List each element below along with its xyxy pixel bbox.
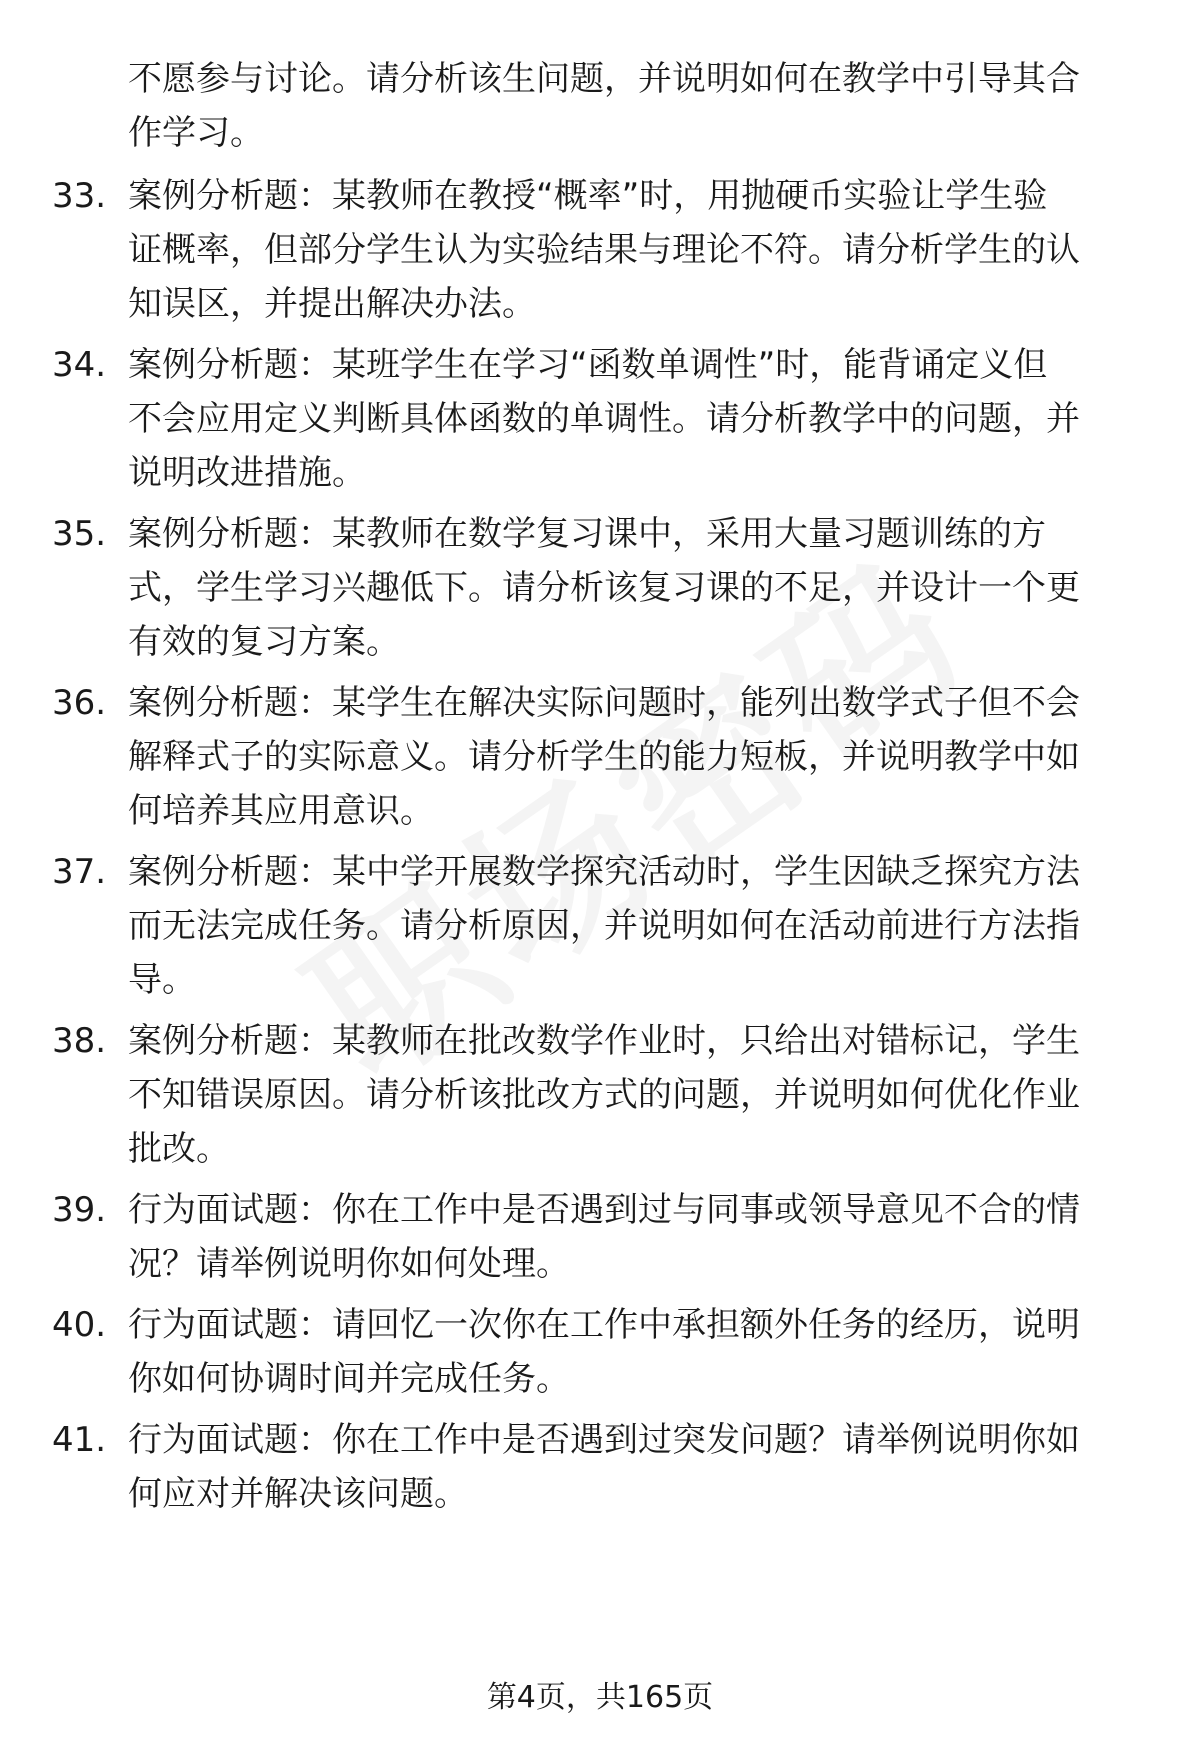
question-text	[128, 1014, 1138, 1176]
question-text	[128, 1183, 1138, 1291]
text-line: 不会应用定义判断具体函数的单调性。请分析教学中的问题，并	[128, 399, 1080, 439]
question-text	[128, 338, 1138, 500]
question-text	[128, 169, 1138, 331]
text-line: 知误区，并提出解决办法。	[128, 284, 536, 324]
question-number: 39.	[52, 1190, 107, 1230]
question-number: 36.	[52, 683, 107, 723]
text-line: 有效的复习方案。	[128, 622, 400, 662]
question-number: 35.	[52, 514, 107, 554]
text-line: 案例分析题：某学生在解决实际问题时，能列出数学式子但不会	[128, 683, 1080, 723]
text-line: 况？请举例说明你如何处理。	[128, 1244, 570, 1284]
text-line: 作学习。	[128, 113, 264, 153]
text-line: 行为面试题：请回忆一次你在工作中承担额外任务的经历，说明	[128, 1305, 1080, 1345]
question-text	[128, 845, 1138, 1007]
question-number: 37.	[52, 852, 107, 892]
text-line: 案例分析题：某中学开展数学探究活动时，学生因缺乏探究方法	[128, 852, 1080, 892]
text-line: 不知错误原因。请分析该批改方式的问题，并说明如何优化作业	[128, 1075, 1080, 1115]
text-line: 行为面试题：你在工作中是否遇到过突发问题？请举例说明你如	[128, 1420, 1080, 1460]
question-text	[128, 52, 1138, 160]
text-line: 案例分析题：某教师在数学复习课中，采用大量习题训练的方	[128, 514, 1046, 554]
text-line: 证概率，但部分学生认为实验结果与理论不符。请分析学生的认	[128, 230, 1080, 270]
text-line: 不愿参与讨论。请分析该生问题，并说明如何在教学中引导其合	[128, 59, 1080, 99]
page-number-footer: 第4页，共165页	[486, 1680, 714, 1715]
text-line: 案例分析题：某班学生在学习“函数单调性”时，能背诵定义但	[128, 345, 1048, 385]
text-line: 你如何协调时间并完成任务。	[128, 1359, 570, 1399]
question-number: 33.	[52, 176, 107, 216]
text-line: 何培养其应用意识。	[128, 791, 434, 831]
text-line: 批改。	[128, 1129, 230, 1169]
question-number: 38.	[52, 1021, 107, 1061]
text-line: 解释式子的实际意义。请分析学生的能力短板，并说明教学中如	[128, 737, 1080, 777]
text-line: 式，学生学习兴趣低下。请分析该复习课的不足，并设计一个更	[128, 568, 1080, 608]
question-number: 40.	[52, 1305, 107, 1345]
question-number: 34.	[52, 345, 107, 385]
question-text	[128, 507, 1138, 669]
text-line: 案例分析题：某教师在批改数学作业时，只给出对错标记，学生	[128, 1021, 1080, 1061]
text-line: 而无法完成任务。请分析原因，并说明如何在活动前进行方法指	[128, 906, 1080, 946]
text-line: 行为面试题：你在工作中是否遇到过与同事或领导意见不合的情	[128, 1190, 1080, 1230]
question-text	[128, 1413, 1138, 1521]
question-number: 41.	[52, 1420, 107, 1460]
text-line: 何应对并解决该问题。	[128, 1474, 468, 1514]
text-line: 导。	[128, 960, 196, 1000]
text-line: 说明改进措施。	[128, 453, 366, 493]
text-line: 案例分析题：某教师在教授“概率”时，用抛硬币实验让学生验	[128, 176, 1048, 216]
question-text	[128, 1298, 1138, 1406]
question-text	[128, 676, 1138, 838]
